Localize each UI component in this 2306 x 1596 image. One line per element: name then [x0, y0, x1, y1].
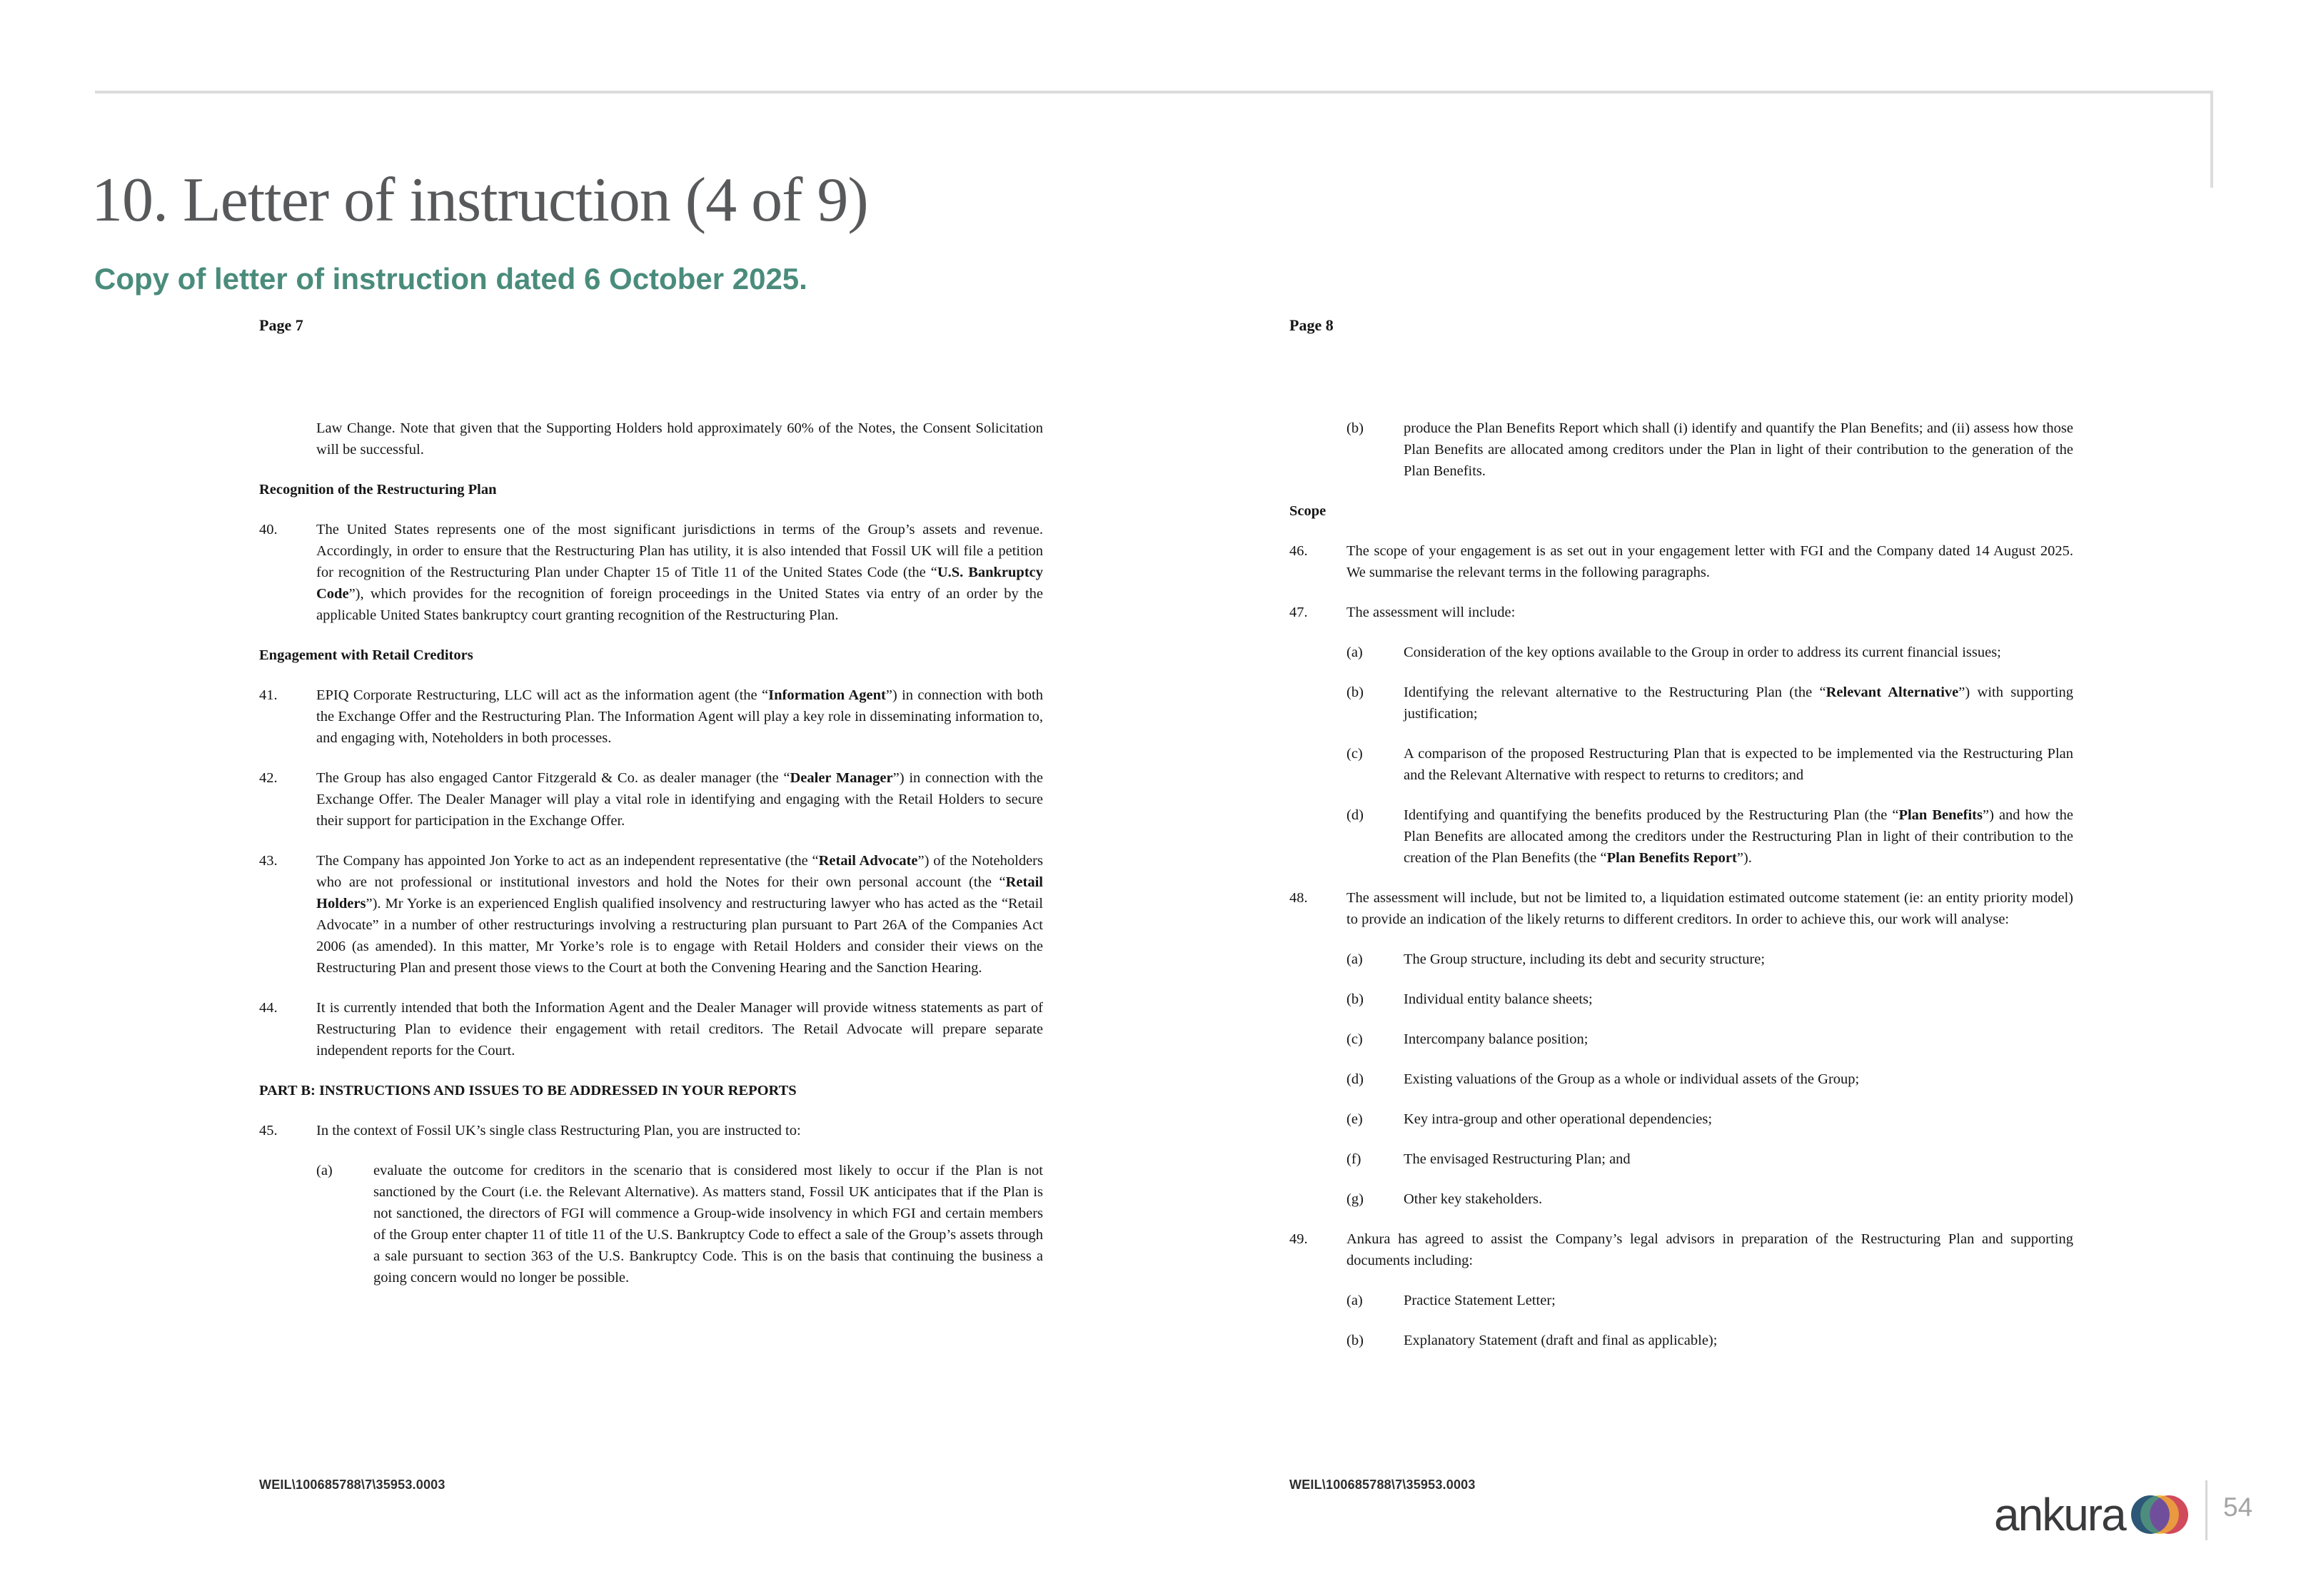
paragraph-text: Recognition of the Restructuring Plan	[259, 482, 497, 498]
paragraph-text: Identifying and quantifying the benefits produced by the Restructuring Plan (the “Plan Benefits”) and how the Plan Benefits are allocated among the creditors under the Restructuring Plan in light of their contribution to the creation of the Plan Benefits (the “Plan Benefits Report”).	[1404, 807, 2073, 866]
paragraph-text: PART B: INSTRUCTIONS AND ISSUES TO BE ADDRESSED IN YOUR REPORTS	[259, 1083, 797, 1098]
doc-paragraph	[259, 767, 1043, 832]
subitem-label: (c)	[1346, 1031, 1363, 1047]
paragraph-number: 42.	[259, 770, 278, 786]
paragraph-text: Explanatory Statement (draft and final as applicable);	[1404, 1333, 1718, 1348]
subitem-label: (c)	[1346, 746, 1363, 762]
paragraph-text: The assessment will include, but not be limited to, a liquidation estimated outcome statement (ie: an entity priority model) to provide an indication of the likely returns to different creditors. In order to achieve this, our work will analyse:	[1346, 890, 2073, 927]
doc-subitem	[1289, 743, 2073, 786]
paragraph-number: 47.	[1289, 605, 1308, 620]
paragraph-text: Ankura has agreed to assist the Company’s legal advisors in preparation of the Restructuring Plan and supporting documents including:	[1346, 1231, 2073, 1268]
paragraph-text: The Group structure, including its debt and security structure;	[1404, 951, 1766, 967]
doc-subitem	[1289, 804, 2073, 869]
paragraph-text: A comparison of the proposed Restructuring Plan that is expected to be implemented via the Restructuring Plan and the Relevant Alternative with respect to returns to creditors; and	[1404, 746, 2073, 783]
paragraph-number: 44.	[259, 1000, 278, 1016]
doc-subitem	[1289, 1188, 2073, 1210]
slide-title: 10. Letter of instruction (4 of 9)	[91, 166, 868, 235]
subitem-label: (d)	[1346, 807, 1364, 823]
doc-paragraph	[1289, 887, 2073, 930]
paragraph-text: Identifying the relevant alternative to the Restructuring Plan (the “Relevant Alternative”) with supporting justification;	[1404, 685, 2073, 722]
paragraph-text: Key intra-group and other operational dependencies;	[1404, 1111, 1713, 1127]
paragraph-text: Law Change. Note that given that the Supporting Holders hold approximately 60% of the Notes, the Consent Solicitation will be successful.	[316, 420, 1043, 458]
doc-paragraph	[1289, 540, 2073, 583]
paragraph-text: produce the Plan Benefits Report which shall (i) identify and quantify the Plan Benefits; and (ii) assess how those Plan Benefits are allocated among creditors under the Plan in light of their contribution to the generation of the Plan Benefits.	[1404, 420, 2073, 479]
paragraph-number: 41.	[259, 687, 278, 703]
doc-paragraph	[259, 1120, 1043, 1141]
paragraph-text: The assessment will include:	[1346, 605, 1516, 620]
doc-paragraph	[259, 685, 1043, 749]
doc-heading	[259, 479, 1043, 500]
subitem-label: (b)	[1346, 420, 1364, 436]
subitem-label: (d)	[1346, 1071, 1364, 1087]
doc-subitem	[1289, 1069, 2073, 1090]
paragraph-text: Individual entity balance sheets;	[1404, 991, 1593, 1007]
doc-subitem	[1289, 1148, 2073, 1170]
subitem-label: (a)	[316, 1163, 333, 1178]
header-rule-horizontal	[95, 91, 2210, 94]
paragraph-text: Other key stakeholders.	[1404, 1191, 1543, 1207]
subitem-label: (g)	[1346, 1191, 1364, 1207]
paragraph-number: 40.	[259, 522, 278, 537]
doc-paragraph	[259, 997, 1043, 1061]
paragraph-text: The United States represents one of the most significant jurisdictions in terms of the Group’s assets and revenue. Accordingly, in order to ensure that the Restructuring Plan has utility, it is also intended that Fossil UK will file a petition for recognition of the Restructuring Plan under Chapter 15 of Title 11 of the United States Code (the “U.S. Bankruptcy Code”), which provides for the recognition of foreign proceedings in the United States via entry of an order by the applicable United States bankruptcy court granting recognition of the Restructuring Plan.	[316, 522, 1044, 623]
doc-paragraph	[1289, 1228, 2073, 1271]
paragraph-number: 43.	[259, 853, 278, 869]
subitem-label: (e)	[1346, 1111, 1363, 1127]
paragraph-text: EPIQ Corporate Restructuring, LLC will act as the information agent (the “Information Agent”) in connection with both the Exchange Offer and the Restructuring Plan. The Information Agent will play a key role in disseminating information to, and engaging with, Noteholders in both processes.	[316, 687, 1044, 746]
paragraph-text: Engagement with Retail Creditors	[259, 647, 473, 663]
doc-subitem	[1289, 1330, 2073, 1351]
subitem-label: (b)	[1346, 685, 1364, 700]
doc-subitem	[1289, 1108, 2073, 1130]
slide-subtitle: Copy of letter of instruction dated 6 October 2025.	[94, 262, 807, 296]
ankura-wordmark: ankura	[1994, 1489, 2125, 1540]
paragraph-text: In the context of Fossil UK’s single class Restructuring Plan, you are instructed to:	[316, 1123, 801, 1138]
page-body	[1289, 418, 2073, 1351]
doc-subitem	[1289, 949, 2073, 970]
subitem-label: (b)	[1346, 1333, 1364, 1348]
paragraph-text: The Group has also engaged Cantor Fitzgerald & Co. as dealer manager (the “Dealer Manager”) in connection with the Exchange Offer. The Dealer Manager will play a vital role in identifying and engaging with the Retail Holders to secure their support for participation in the Exchange Offer.	[316, 770, 1043, 829]
page-body	[259, 418, 1043, 1288]
doc-subitem	[259, 1160, 1043, 1288]
doc-heading	[259, 1080, 1043, 1101]
doc-footer-reference: WEIL\100685788\7\35953.0003	[1289, 1478, 1476, 1492]
paragraph-text: The envisaged Restructuring Plan; and	[1404, 1151, 1631, 1167]
doc-subitem	[1289, 989, 2073, 1010]
paragraph-number: 45.	[259, 1123, 278, 1138]
paragraph-text: Practice Statement Letter;	[1404, 1293, 1556, 1308]
doc-subitem	[1289, 642, 2073, 663]
paragraph-number: 49.	[1289, 1231, 1308, 1247]
paragraph-number: 48.	[1289, 890, 1308, 906]
subitem-label: (a)	[1346, 645, 1363, 660]
slide-page-number: 54	[2223, 1493, 2253, 1522]
page-label: Page 8	[1289, 316, 1334, 334]
document-page-8	[1289, 316, 2073, 1492]
page-label: Page 7	[259, 316, 303, 334]
doc-paragraph	[259, 418, 1043, 460]
doc-footer-reference: WEIL\100685788\7\35953.0003	[259, 1478, 445, 1492]
paragraph-text: Scope	[1289, 503, 1326, 519]
paragraph-text: Consideration of the key options available to the Group in order to address its current financial issues;	[1404, 645, 2001, 660]
paragraph-text: Existing valuations of the Group as a whole or individual assets of the Group;	[1404, 1071, 1860, 1087]
paragraph-text: It is currently intended that both the Information Agent and the Dealer Manager will provide witness statements as part of Restructuring Plan to evidence their engagement with retail creditors. The Retail Advocate will prepare separate independent reports for the Court.	[316, 1000, 1043, 1059]
subitem-label: (b)	[1346, 991, 1364, 1007]
doc-subitem	[1289, 418, 2073, 482]
doc-paragraph	[259, 519, 1043, 626]
subitem-label: (f)	[1346, 1151, 1361, 1167]
ankura-logo	[1994, 1488, 2188, 1542]
header-rule-vertical	[2210, 91, 2213, 188]
doc-subitem	[1289, 682, 2073, 724]
doc-subitem	[1289, 1029, 2073, 1050]
paragraph-text: The scope of your engagement is as set out in your engagement letter with FGI and the Company dated 14 August 2025. We summarise the relevant terms in the following paragraphs.	[1346, 543, 2073, 580]
paragraph-text: The Company has appointed Jon Yorke to act as an independent representative (the “Retail Advocate”) of the Noteholders who are not professional or institutional investors and hold the Notes for their own personal account (the “Retail Holders”). Mr Yorke is an experienced English qualified insolvency and restructuring lawyer who has acted as the “Retail Advocate” in a number of other restructurings involving a restructuring plan pursuant to Part 26A of the Companies Act 2006 (as amended). In this matter, Mr Yorke’s role is to engage with Retail Holders and consider their views on the Restructuring Plan and present those views to the Court at both the Convening Hearing and the Sanction Hearing.	[316, 853, 1043, 976]
doc-heading	[1289, 500, 2073, 522]
ankura-logo-mark	[2131, 1493, 2188, 1536]
subitem-label: (a)	[1346, 951, 1363, 967]
paragraph-number: 46.	[1289, 543, 1308, 559]
paragraph-text: Intercompany balance position;	[1404, 1031, 1588, 1047]
paragraph-text: evaluate the outcome for creditors in the scenario that is considered most likely to occur if the Plan is not sanctioned by the Court (i.e. the Relevant Alternative). As matters stand, Fossil UK anticipates that if the Plan is not sanctioned, the directors of FGI will commence a Group-wide insolvency in which FGI and certain members of the Group enter chapter 11 of title 11 of the U.S. Bankruptcy Code to effect a sale of the Group’s assets through a sale pursuant to section 363 of the U.S. Bankruptcy Code. This is on the basis that continuing the business a going concern would no longer be possible.	[373, 1163, 1043, 1286]
doc-heading	[259, 645, 1043, 666]
document-page-7	[259, 316, 1044, 1492]
doc-paragraph	[1289, 602, 2073, 623]
doc-subitem	[1289, 1290, 2073, 1311]
doc-paragraph	[259, 850, 1043, 979]
page-number-separator	[2205, 1480, 2207, 1540]
subitem-label: (a)	[1346, 1293, 1363, 1308]
